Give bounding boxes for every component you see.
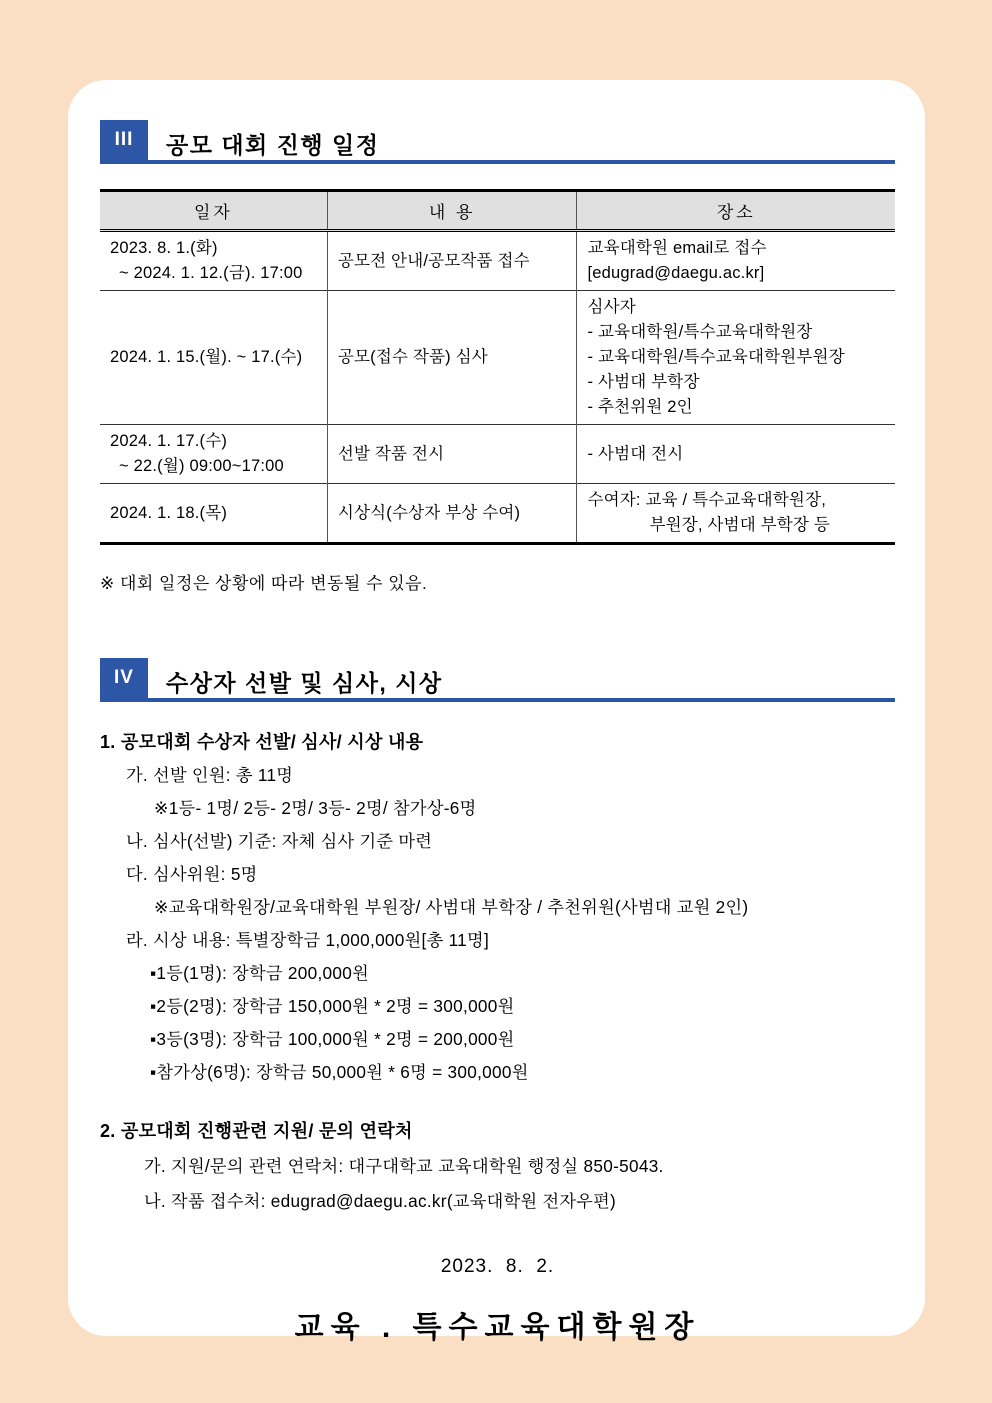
schedule-cell-date <box>100 484 327 544</box>
schedule-col-header-content: 내 용 <box>327 191 577 231</box>
text-line: - 사범대 부학장 <box>587 373 700 391</box>
text-line: ~ 2024. 1. 12.(금). 17:00 <box>119 264 303 282</box>
section-4-header <box>100 658 895 702</box>
list-item: ▪1등(1명): 장학금 200,000원 <box>150 963 370 983</box>
text-line: - 교육대학원/특수교육대학원장 <box>587 323 813 341</box>
contact-heading: 2. 공모대회 진행관련 지원/ 문의 연락처 <box>100 1121 413 1141</box>
text-line: 2024. 1. 15.(월). ~ 17.(수) <box>110 348 303 366</box>
schedule-table <box>100 189 895 545</box>
schedule-col-header-date: 일자 <box>100 191 327 231</box>
awards-heading: 1. 공모대회 수상자 선발/ 심사/ 시상 내용 <box>100 732 424 752</box>
awards-list <box>100 732 895 1083</box>
table-row <box>100 231 895 291</box>
text-line: - 교육대학원/특수교육대학원부원장 <box>587 348 845 366</box>
list-item: 가. 지원/문의 관련 연락처: 대구대학교 교육대학원 행정실 850-5043. <box>144 1156 664 1176</box>
schedule-cell-content: 시상식(수상자 부상 수여) <box>327 484 577 544</box>
document-card <box>68 80 925 1344</box>
text-line: 2024. 1. 18.(목) <box>110 503 228 522</box>
list-item: 나. 심사(선발) 기준: 자체 심사 기준 마련 <box>126 831 433 851</box>
list-item: 다. 심사위원: 5명 <box>126 864 258 884</box>
list-item: ※교육대학원장/교육대학원 부원장/ 사범대 부학장 / 추천위원(사범대 교원 2인) <box>154 897 749 917</box>
section-3-badge: III <box>100 120 148 160</box>
text-line: - 추천위원 2인 <box>587 398 693 416</box>
list-item: ▪2등(2명): 장학금 150,000원 * 2명 = 300,000원 <box>150 996 515 1016</box>
schedule-cell-place <box>577 425 895 484</box>
schedule-cell-content: 공모전 안내/공모작품 접수 <box>327 231 577 291</box>
signature-title: 교육 . 특수교육대학원장 <box>294 1311 701 1344</box>
text-line: 2023. 8. 1.(화) <box>110 239 218 257</box>
text-line: 수여자: 교육 / 특수교육대학원장, <box>587 491 826 509</box>
text-line: 2024. 1. 17.(수) <box>110 432 228 450</box>
text-line: 교육대학원 email로 접수 <box>587 239 767 257</box>
schedule-cell-content: 공모(접수 작품) 심사 <box>327 291 577 425</box>
section-4-badge: IV <box>100 658 148 698</box>
text-line: ~ 22.(월) 09:00~17:00 <box>119 457 284 475</box>
list-item: ▪3등(3명): 장학금 100,000원 * 2명 = 200,000원 <box>150 1029 515 1049</box>
schedule-cell-place <box>577 484 895 544</box>
contact-list <box>100 1121 895 1212</box>
schedule-note: ※ 대회 일정은 상황에 따라 변동될 수 있음. <box>100 574 428 593</box>
list-item: ※1등- 1명/ 2등- 2명/ 3등- 2명/ 참가상-6명 <box>154 798 477 818</box>
schedule-cell-place <box>577 231 895 291</box>
schedule-cell-place <box>577 291 895 425</box>
schedule-cell-date <box>100 231 327 291</box>
text-line: - 사범대 전시 <box>587 444 684 463</box>
section-3-header <box>100 120 895 164</box>
schedule-cell-content: 선발 작품 전시 <box>327 425 577 484</box>
list-item: ▪참가상(6명): 장학금 50,000원 * 6명 = 300,000원 <box>150 1062 529 1082</box>
document-date: 2023. 8. 2. <box>440 1256 555 1277</box>
section-4-title: 수상자 선발 및 심사, 시상 <box>166 670 443 696</box>
text-line: 부원장, 사범대 부학장 등 <box>649 516 831 534</box>
list-item: 가. 선발 인원: 총 11명 <box>126 765 294 785</box>
text-line: 심사자 <box>587 298 636 316</box>
schedule-header-row <box>100 191 895 231</box>
list-item: 나. 작품 접수처: edugrad@daegu.ac.kr(교육대학원 전자우편) <box>144 1191 617 1211</box>
table-row <box>100 484 895 544</box>
text-line: [edugrad@daegu.ac.kr] <box>587 264 765 282</box>
table-row <box>100 425 895 484</box>
schedule-cell-date <box>100 291 327 425</box>
table-row <box>100 291 895 425</box>
schedule-col-header-place: 장소 <box>577 191 895 231</box>
section-3-title: 공모 대회 진행 일정 <box>166 132 380 158</box>
list-item: 라. 시상 내용: 특별장학금 1,000,000원[총 11명] <box>126 930 490 950</box>
schedule-cell-date <box>100 425 327 484</box>
